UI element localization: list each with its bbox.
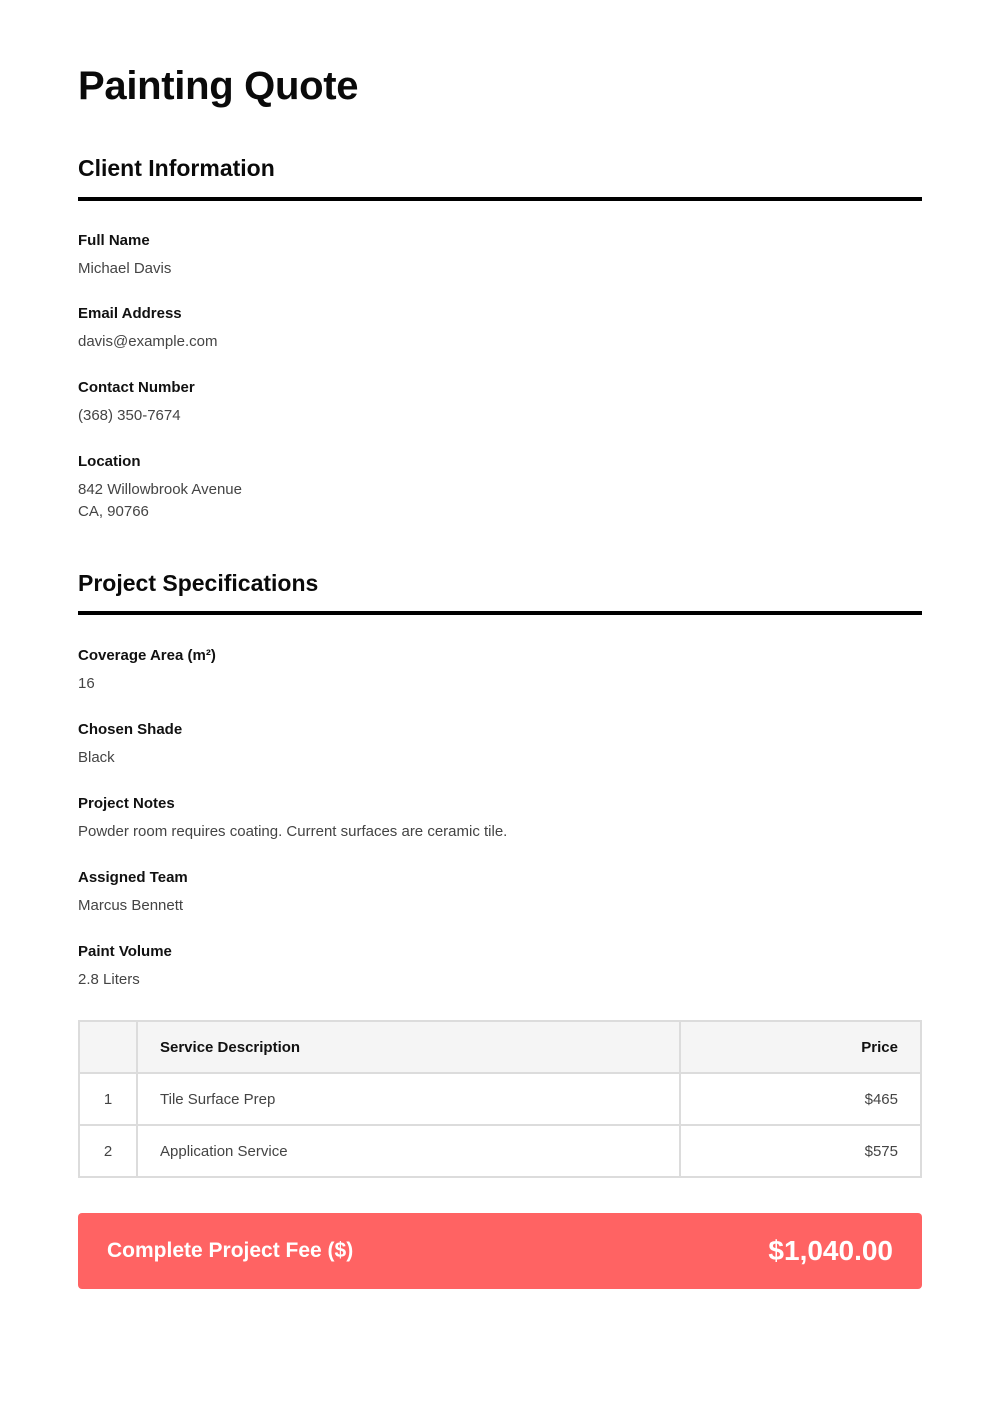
row-price: $575	[680, 1125, 921, 1177]
volume-value: 2.8 Liters	[78, 971, 140, 988]
shade-value: Black	[78, 749, 115, 766]
area-label: Coverage Area (m²)	[78, 647, 216, 664]
phone-field	[78, 378, 922, 427]
header-price: Price	[680, 1021, 921, 1073]
header-number	[79, 1021, 137, 1073]
shade-field	[78, 720, 922, 769]
notes-field	[78, 794, 922, 843]
email-label: Email Address	[78, 305, 182, 322]
phone-label: Contact Number	[78, 379, 195, 396]
row-number: 2	[79, 1125, 137, 1177]
shade-label: Chosen Shade	[78, 721, 183, 738]
header-description: Service Description	[137, 1021, 680, 1073]
project-section-divider	[78, 611, 922, 615]
table-row	[79, 1125, 921, 1177]
email-field	[78, 304, 922, 353]
client-section-header	[78, 155, 922, 182]
row-price: $465	[680, 1073, 921, 1125]
location-label: Location	[78, 453, 141, 470]
table-row	[79, 1073, 921, 1125]
team-field	[78, 868, 922, 917]
total-banner	[78, 1213, 922, 1289]
notes-value: Powder room requires coating. Current surfaces are ceramic tile.	[78, 823, 508, 840]
total-value: $1,040.00	[768, 1235, 893, 1266]
total-label: Complete Project Fee ($)	[107, 1239, 354, 1262]
volume-label: Paint Volume	[78, 943, 172, 960]
client-section-divider	[78, 197, 922, 201]
location-field	[78, 452, 922, 523]
team-value: Marcus Bennett	[78, 897, 184, 914]
email-value: davis@example.com	[78, 333, 218, 350]
area-field	[78, 646, 922, 695]
area-value: 16	[78, 675, 95, 692]
services-table	[78, 1020, 922, 1178]
row-description: Tile Surface Prep	[137, 1073, 680, 1125]
row-number: 1	[79, 1073, 137, 1125]
row-description: Application Service	[137, 1125, 680, 1177]
project-section-title: Project Specifications	[78, 570, 319, 596]
notes-label: Project Notes	[78, 795, 175, 812]
table-header-row	[79, 1021, 921, 1073]
team-label: Assigned Team	[78, 869, 188, 886]
full-name-value: Michael Davis	[78, 260, 172, 277]
client-section-title: Client Information	[78, 155, 275, 181]
phone-value: (368) 350-7674	[78, 407, 181, 424]
address-line2: CA, 90766	[78, 503, 149, 520]
full-name-label: Full Name	[78, 232, 150, 249]
volume-field	[78, 942, 922, 991]
full-name-field	[78, 231, 922, 280]
address-line1: 842 Willowbrook Avenue	[78, 481, 242, 498]
page-title: Painting Quote	[78, 64, 359, 108]
project-section-header	[78, 570, 922, 597]
